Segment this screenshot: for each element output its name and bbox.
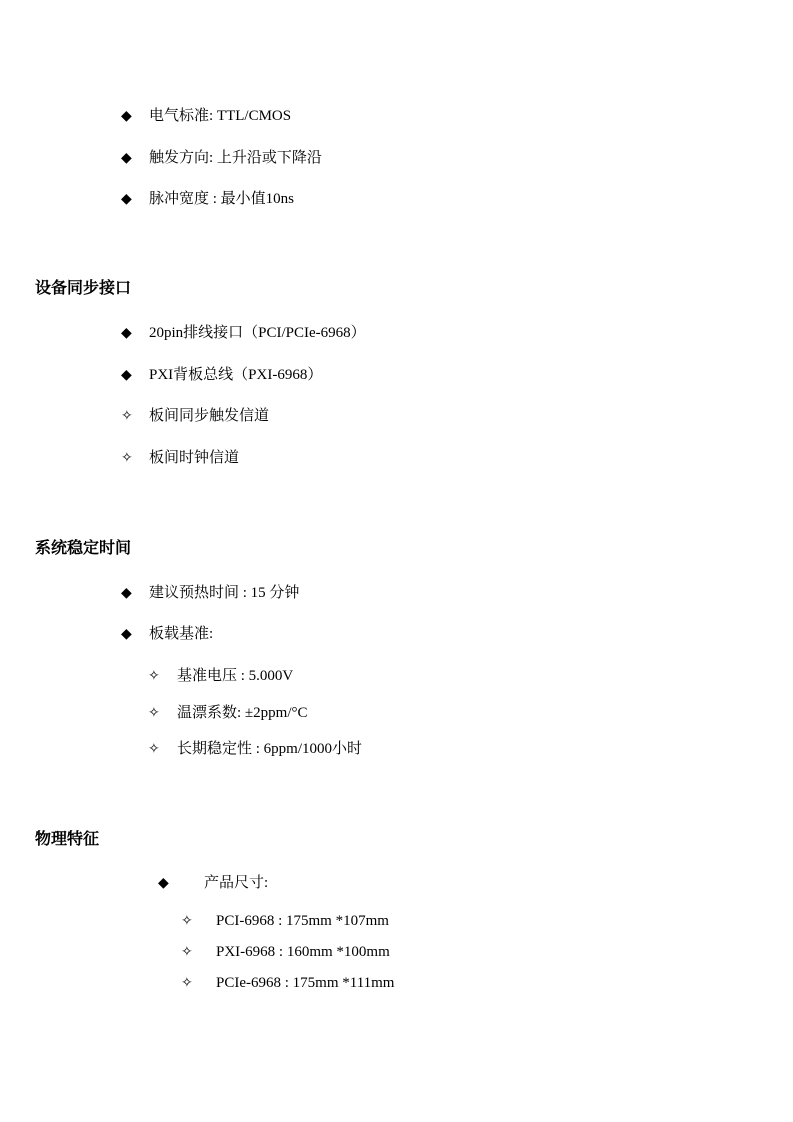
settle-warmup-time: 建议预热时间 : 15 分钟	[149, 585, 300, 601]
settle-reference-voltage: 基准电压 : 5.000V	[177, 668, 294, 684]
star-bullet-icon: ✧	[121, 450, 133, 466]
bullet-icon: ◆	[121, 191, 132, 207]
sync-trigger-channel: 板间同步触发信道	[149, 408, 270, 424]
bullet-icon: ◆	[121, 626, 132, 642]
bullet-icon: ◆	[121, 150, 132, 166]
settle-onboard-reference: 板载基准:	[149, 626, 214, 642]
star-bullet-icon: ✧	[148, 741, 160, 757]
bullet-icon: ◆	[121, 108, 132, 124]
settle-long-term-stability: 长期稳定性 : 6ppm/1000小时	[177, 741, 363, 757]
settle-temp-drift: 温漂系数: ±2ppm/°C	[177, 705, 308, 721]
bullet-icon: ◆	[121, 367, 132, 383]
star-bullet-icon: ✧	[148, 705, 160, 721]
sync-ribbon-cable: 20pin排线接口（PCI/PCIe-6968）	[149, 325, 366, 341]
star-bullet-icon: ✧	[181, 944, 193, 960]
bullet-icon: ◆	[158, 875, 169, 891]
spec-electrical-standard: 电气标准: TTL/CMOS	[149, 108, 292, 124]
star-bullet-icon: ✧	[121, 408, 133, 424]
star-bullet-icon: ✧	[181, 975, 193, 991]
star-bullet-icon: ✧	[181, 913, 193, 929]
spec-trigger-direction: 触发方向: 上升沿或下降沿	[149, 150, 322, 166]
spec-pulse-width: 脉冲宽度 : 最小值10ns	[149, 191, 295, 207]
section-heading-settle: 系统稳定时间	[35, 538, 132, 557]
physical-size-pci: PCI-6968 : 175mm *107mm	[216, 913, 389, 929]
physical-product-size: 产品尺寸:	[204, 875, 269, 891]
sync-clock-channel: 板间时钟信道	[149, 450, 240, 466]
physical-size-pcie: PCIe-6968 : 175mm *111mm	[216, 975, 395, 991]
sync-pxi-backplane: PXI背板总线（PXI-6968）	[149, 367, 323, 383]
star-bullet-icon: ✧	[148, 668, 160, 684]
section-heading-sync: 设备同步接口	[35, 278, 132, 297]
section-heading-physical: 物理特征	[35, 829, 100, 848]
physical-size-pxi: PXI-6968 : 160mm *100mm	[216, 944, 390, 960]
bullet-icon: ◆	[121, 585, 132, 601]
bullet-icon: ◆	[121, 325, 132, 341]
